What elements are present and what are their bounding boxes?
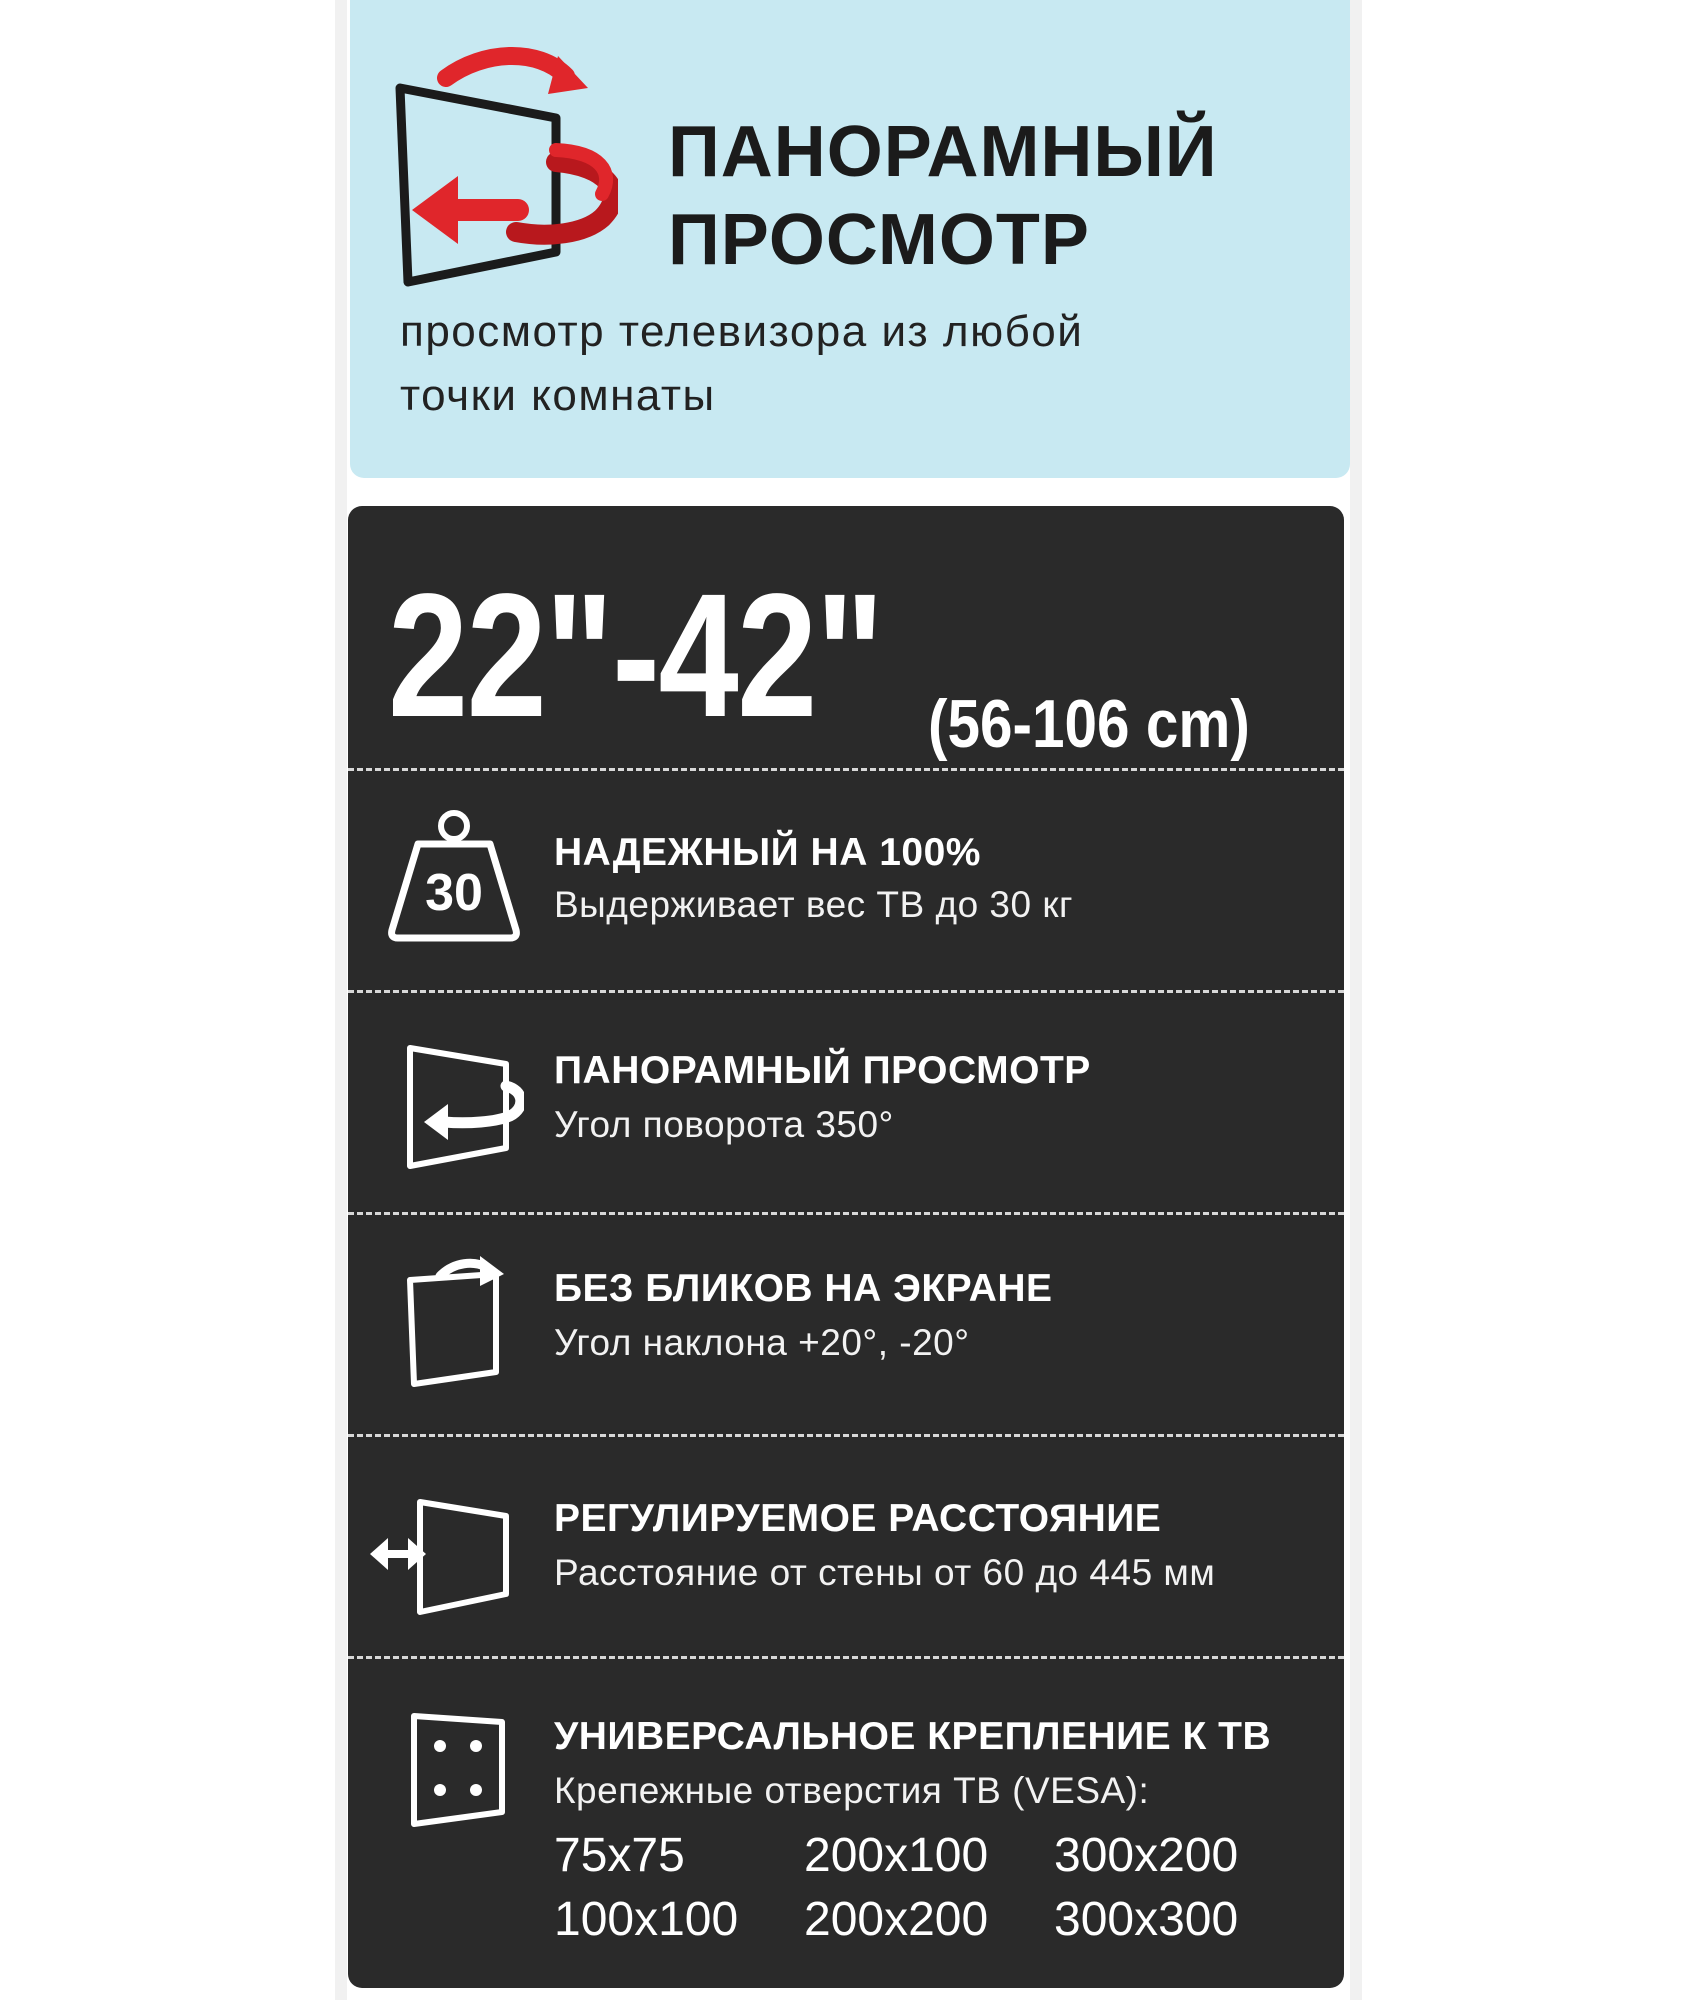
feature-desc: Расстояние от стены от 60 до 445 мм: [554, 1552, 1216, 1593]
weight-30-icon: [384, 806, 524, 946]
header-subtitle-line2: точки комнаты: [400, 371, 716, 420]
feature-title: БЕЗ БЛИКОВ НА ЭКРАНЕ: [554, 1267, 1053, 1310]
header-title-line2: ПРОСМОТР: [668, 200, 1090, 280]
tv-rotate-icon: [388, 42, 618, 292]
header-subtitle: [400, 300, 1300, 428]
vesa-size: 200x200: [804, 1893, 989, 1946]
feature-desc: Выдерживает вес ТВ до 30 кг: [554, 884, 1074, 925]
vesa-size: 75x75: [554, 1829, 685, 1882]
feature-reliability: [348, 768, 1344, 990]
vesa-mount-icon: [384, 1700, 524, 1840]
feature-vesa: [348, 1656, 1344, 1988]
size-range: [388, 556, 1328, 766]
feature-panoramic: [348, 990, 1344, 1212]
weight-label: 30: [425, 864, 483, 922]
vesa-size: 300x200: [1054, 1829, 1239, 1882]
tilt-icon: [384, 1254, 524, 1394]
size-cm: (56-106 cm): [928, 686, 1250, 762]
feature-distance: [348, 1434, 1344, 1656]
right-edge-strip: [1350, 0, 1362, 2000]
left-edge-strip: [335, 0, 347, 2000]
header-title: [668, 108, 1328, 284]
header-subtitle-line1: просмотр телевизора из любой: [400, 307, 1084, 356]
feature-title: РЕГУЛИРУЕМОЕ РАССТОЯНИЕ: [554, 1497, 1162, 1540]
feature-desc: Угол поворота 350°: [554, 1104, 894, 1145]
feature-desc: Крепежные отверстия ТВ (VESA):: [554, 1770, 1150, 1811]
header-panel: [350, 0, 1350, 478]
features-panel: [348, 506, 1344, 1988]
distance-icon: [368, 1488, 524, 1628]
feature-title: ПАНОРАМНЫЙ ПРОСМОТР: [554, 1049, 1091, 1092]
panoramic-rotate-icon: [384, 1038, 524, 1178]
feature-title: НАДЕЖНЫЙ НА 100%: [554, 831, 981, 874]
size-inches: 22"-42": [388, 558, 883, 754]
feature-title: УНИВЕРСАЛЬНОЕ КРЕПЛЕНИЕ К ТВ: [554, 1715, 1272, 1758]
header-title-line1: ПАНОРАМНЫЙ: [668, 112, 1218, 192]
vesa-size: 200x100: [804, 1829, 989, 1882]
feature-desc: Угол наклона +20°, -20°: [554, 1322, 970, 1363]
vesa-size: 300x300: [1054, 1893, 1239, 1946]
feature-no-glare: [348, 1212, 1344, 1434]
vesa-size: 100x100: [554, 1893, 739, 1946]
